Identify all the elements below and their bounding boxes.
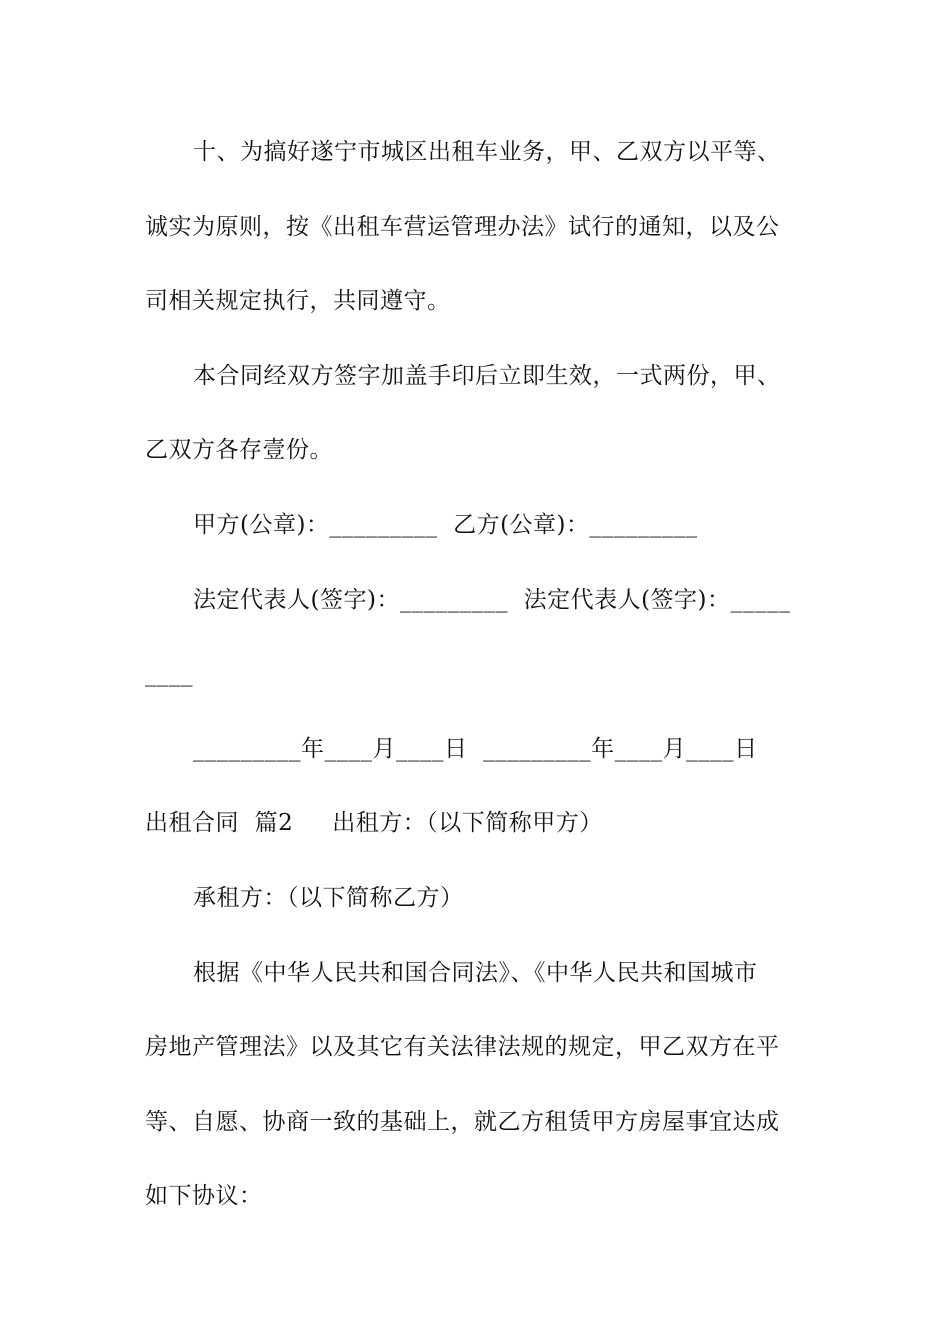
- paragraph-line: 房地产管理法》以及其它有关法律法规的规定，甲乙双方在平: [145, 1034, 780, 1060]
- signature-line: 法定代表人(签字)：_________ 法定代表人(签字)：_____: [193, 587, 791, 613]
- signature-line: ____: [145, 661, 193, 687]
- paragraph-line: 十、为搞好遂宁市城区出租车业务，甲、乙双方以平等、: [193, 139, 781, 165]
- paragraph-line: 本合同经双方签字加盖手印后立即生效，一式两份，甲、: [193, 363, 781, 389]
- paragraph-line: 等、自愿、协商一致的基础上，就乙方租赁甲方房屋事宜达成: [145, 1109, 780, 1135]
- signature-line: 甲方(公章)：_________ 乙方(公章)：_________: [193, 512, 698, 538]
- section-heading: 出租合同 篇2 出租方：（以下简称甲方）: [145, 810, 603, 836]
- paragraph-line: 承租方：（以下简称乙方）: [193, 885, 464, 911]
- paragraph-line: 如下协议：: [145, 1183, 263, 1209]
- paragraph-line: 司相关规定执行，共同遵守。: [145, 288, 451, 314]
- date-line: _________年____月____日 _________年____月____日: [193, 736, 758, 762]
- paragraph-line: 诚实为原则，按《出租车营运管理办法》试行的通知，以及公: [145, 214, 780, 240]
- paragraph-line: 乙双方各存壹份。: [145, 437, 333, 463]
- paragraph-line: 根据《中华人民共和国合同法》、《中华人民共和国城市: [193, 960, 758, 986]
